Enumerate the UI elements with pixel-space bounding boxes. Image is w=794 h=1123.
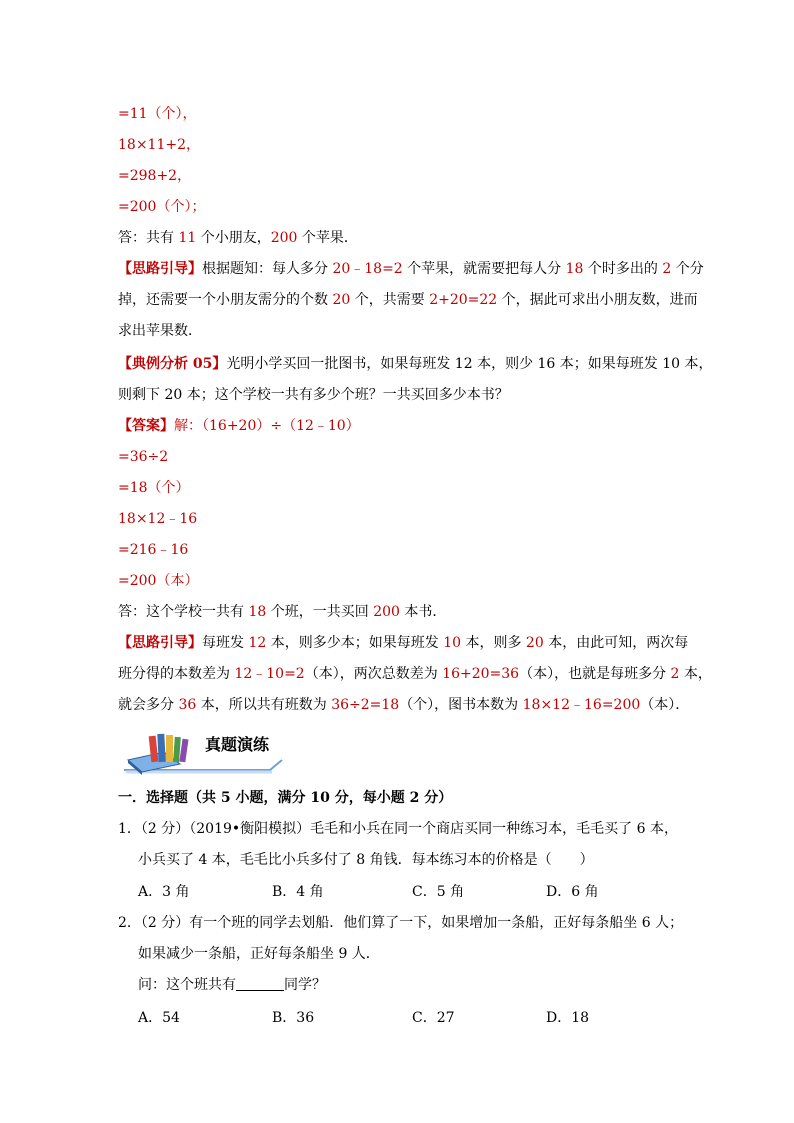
question-1-option-a[interactable]: A．3 角 <box>138 884 190 900</box>
calc-line: =200（个）； <box>118 199 206 215</box>
section-banner-title: 真题演练 <box>205 735 270 754</box>
question-2-text: 2．（2 分）有一个班的同学去划船．他们算了一下，如果增加一条船，正好每条船坐 6 人； <box>118 915 684 931</box>
question-1-option-b[interactable]: B．4 角 <box>272 884 324 900</box>
hint-line: 求出苹果数． <box>118 323 202 339</box>
calc-line: 18×11+2， <box>118 137 200 153</box>
example-line: 则剩下 20 本；这个学校一共有多少个班？一共买回多少本书？ <box>118 387 509 403</box>
hint-line: 掉，还需要一个小朋友需分的个数 20 个，共需要 2+20=22 个，据此可求出小朋友数，进而 <box>118 292 698 308</box>
question-1-option-d[interactable]: D．6 角 <box>546 884 599 900</box>
answer-line: 答：这个学校一共有 18 个班，一共买回 200 本书． <box>118 604 447 620</box>
question-1-text: 小兵买了 4 本，毛毛比小兵多付了 8 角钱．每本练习本的价格是（ ） <box>138 852 594 868</box>
question-2-option-d[interactable]: D．18 <box>546 1010 590 1026</box>
hint-line: 【思路引导】根据题知：每人多分 20﹣18=2 个苹果，就需要把每人分 18 个时多出的 2 个分 <box>118 261 704 277</box>
calc-line: =298+2， <box>118 168 192 184</box>
calc-line: =200（本） <box>118 573 199 589</box>
question-1-text: 1．（2 分）（2019•衡阳模拟）毛毛和小兵在同一个商店买同一种练习本，毛毛买了 6 本， <box>118 821 678 837</box>
hint-line: 班分得的本数差为 12﹣10=2（本），两次总数差为 16+20=36（本），也就是每班多分 2 本， <box>118 666 712 682</box>
question-2-option-a[interactable]: A．54 <box>138 1010 180 1026</box>
question-2-text: 问：这个班共有 同学？ <box>138 977 326 993</box>
hint-label: 【思路引导】 <box>118 261 202 277</box>
section-heading: 一．选择题（共 5 小题，满分 10 分，每小题 2 分） <box>118 790 453 806</box>
hint-line: 【思路引导】每班发 12 本，则多少本；如果每班发 10 本，则多 20 本，由此可知，两次每 <box>118 635 689 651</box>
answer-heading: 【答案】解：（16+20）÷（12﹣10） <box>118 418 360 434</box>
calc-line: 18×12﹣16 <box>118 511 198 527</box>
example-label: 【典例分析 05】 <box>118 356 227 372</box>
hint-label: 【思路引导】 <box>118 635 202 651</box>
question-2-option-c[interactable]: C．27 <box>412 1010 455 1026</box>
calc-line: =216﹣16 <box>118 542 189 558</box>
question-2-option-b[interactable]: B．36 <box>272 1010 315 1026</box>
question-2-text: 如果减少一条船，正好每条船坐 9 人． <box>138 946 380 962</box>
calc-line: =36÷2 <box>118 449 169 465</box>
calc-line: =11（个）， <box>118 106 197 122</box>
answer-blank[interactable] <box>236 976 284 991</box>
example-line: 【典例分析 05】光明小学买回一批图书，如果每班发 12 本，则少 16 本；如果每班发 10 本， <box>118 356 713 372</box>
answer-line: 答：共有 11 个小朋友，200 个苹果． <box>118 230 358 246</box>
calc-line: =18（个） <box>118 480 190 496</box>
hint-line: 就会多分 36 本，所以共有班数为 36÷2=18（个），图书本数为 18×12﹣16=200（本）． <box>118 697 690 713</box>
answer-label: 【答案】 <box>118 418 174 434</box>
question-1-option-c[interactable]: C．5 角 <box>412 884 465 900</box>
